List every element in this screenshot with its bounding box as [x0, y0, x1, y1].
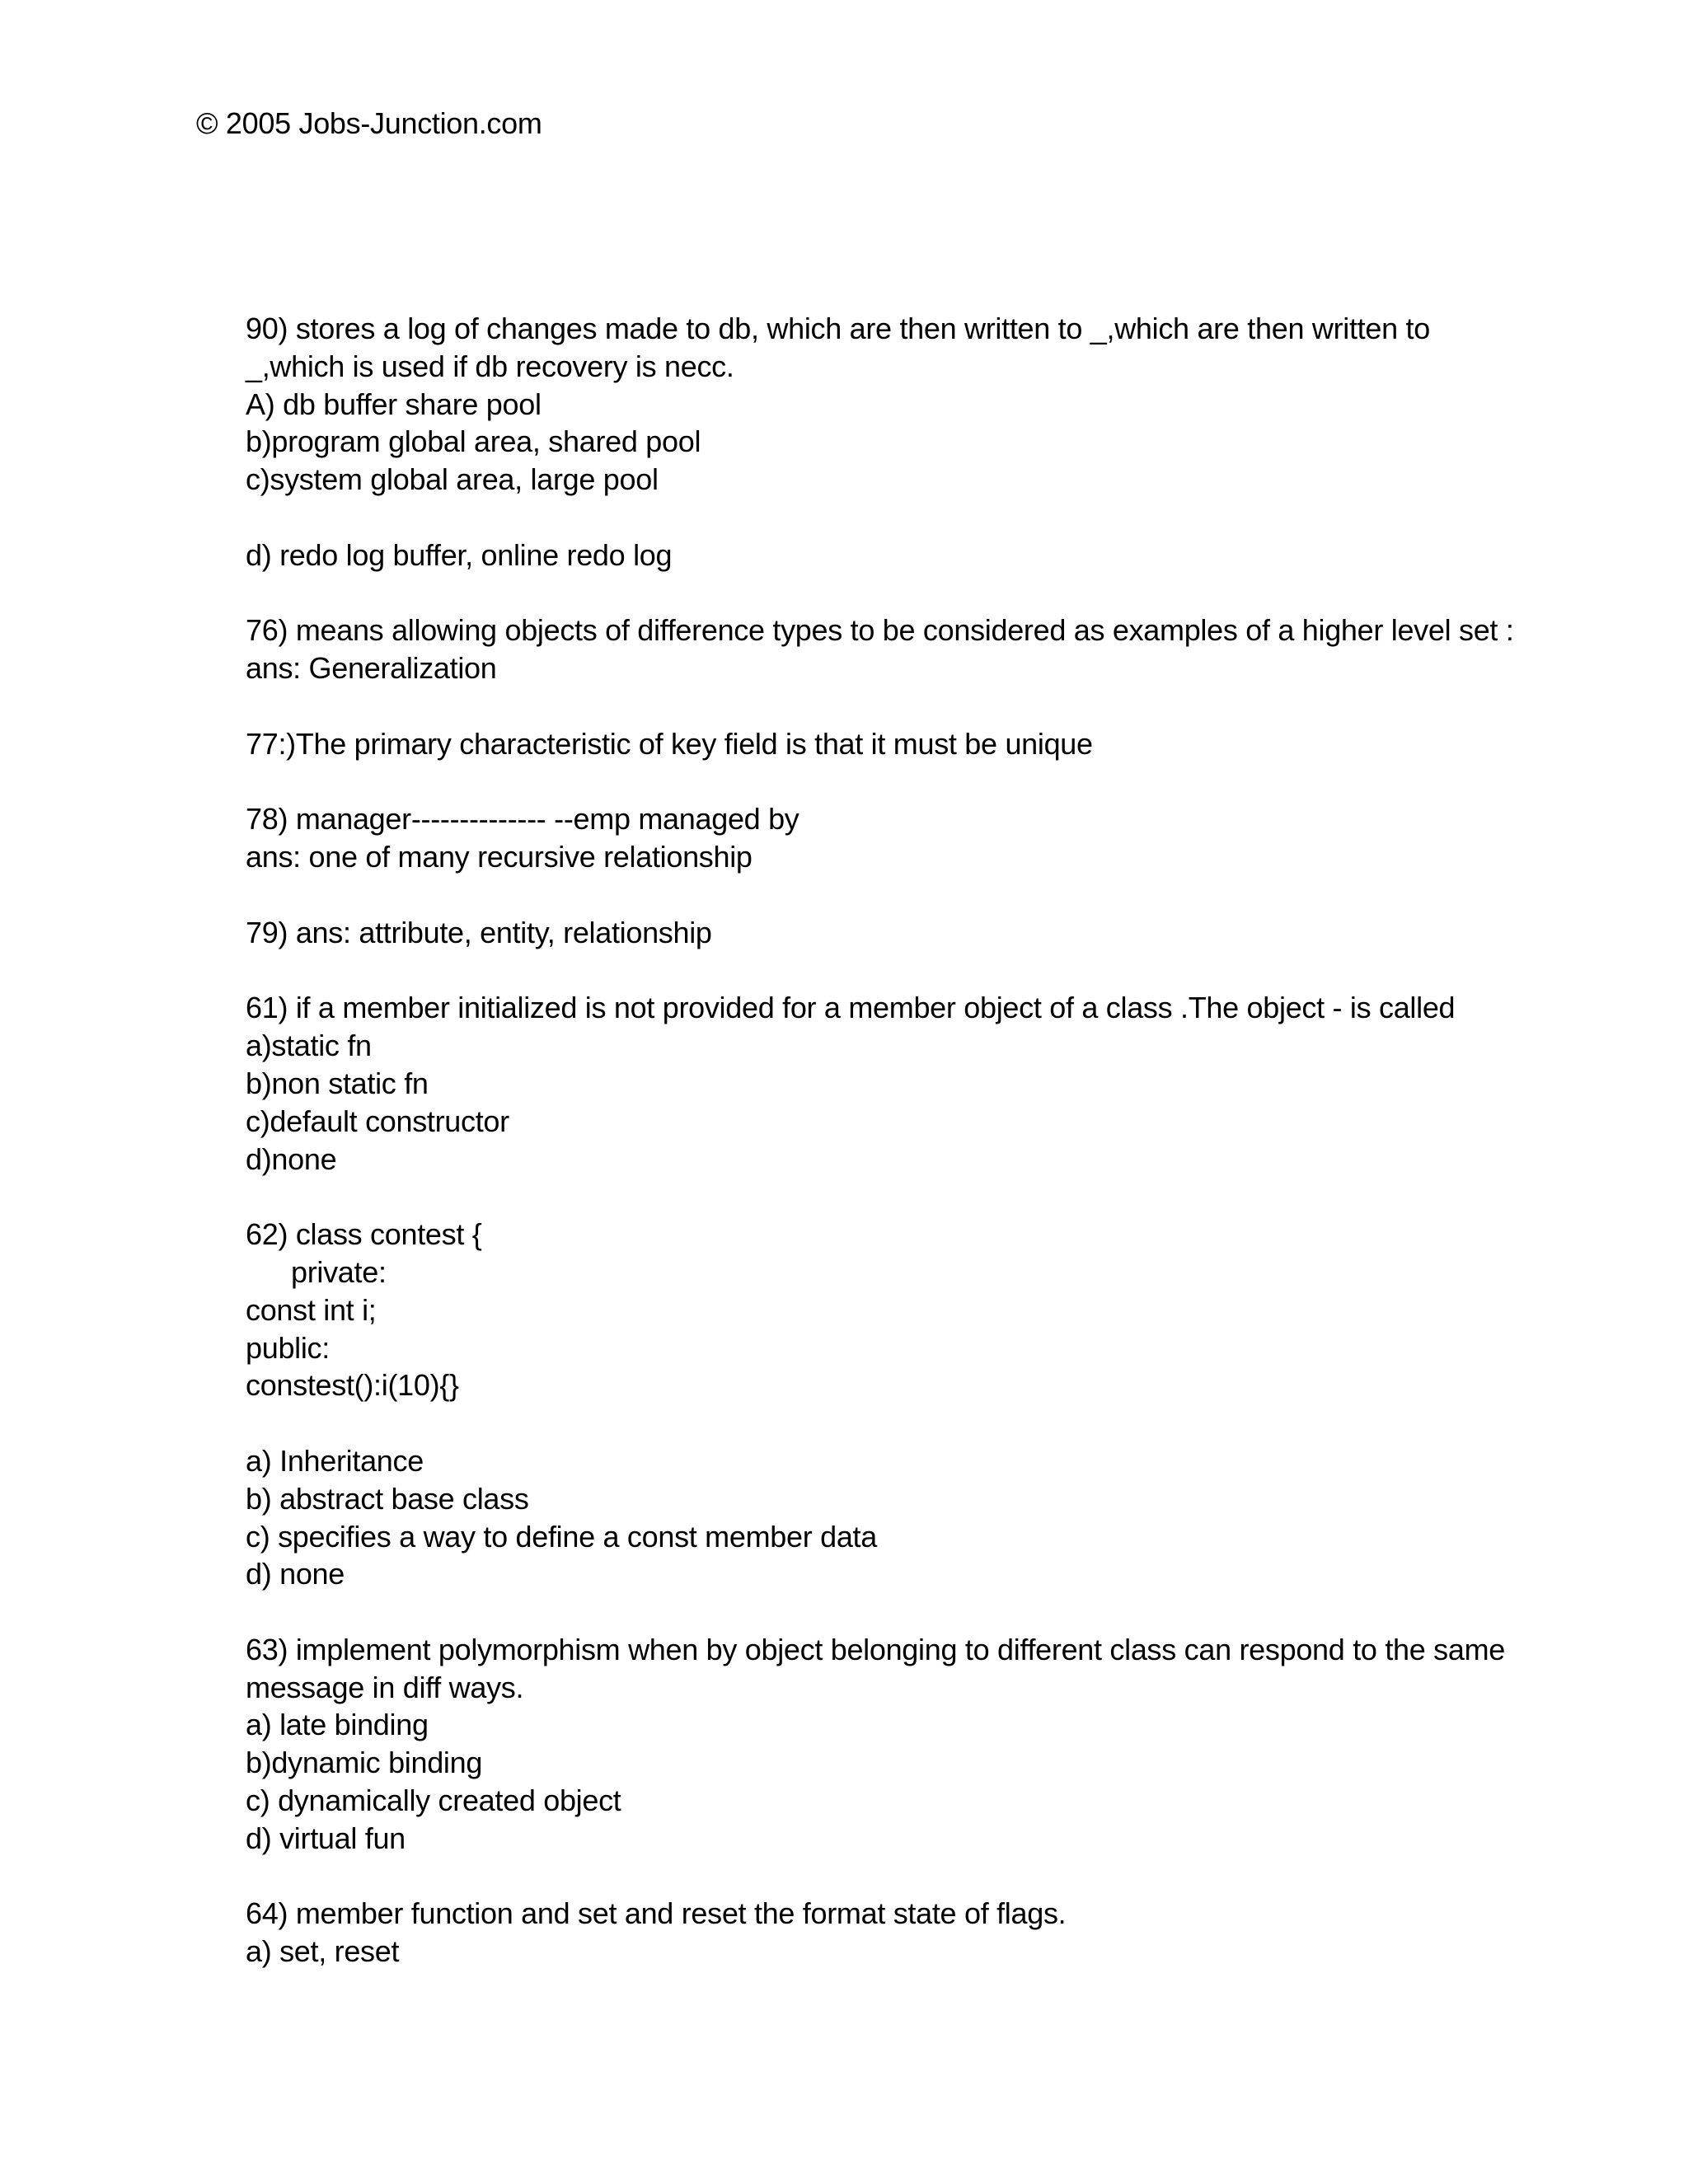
text-line: ans: Generalization [246, 651, 497, 686]
text-line: b)program global area, shared pool [246, 424, 701, 459]
text-line: a) Inheritance [246, 1443, 424, 1478]
blank-line [246, 1858, 1482, 1896]
text-line: constest():i(10){} [246, 1368, 459, 1403]
text-line: c) specifies a way to define a const member data [246, 1519, 877, 1554]
blank-line [246, 1178, 1482, 1216]
text-line: a) set, reset [246, 1934, 400, 1969]
text-line: A) db buffer share pool [246, 387, 542, 421]
text-line: b)non static fn [246, 1066, 429, 1100]
text-line: 90) stores a log of changes made to db, which are then written to _,which are then written to [246, 312, 1430, 345]
text-line: 63) implement polymorphism when by object belonging to different class can respond to the same [246, 1632, 1505, 1666]
document-body [246, 310, 1514, 1971]
text-line: c)system global area, large pool [246, 462, 659, 497]
text-line: _,which is used if db recovery is necc. [246, 349, 734, 383]
text-line: message in diff ways. [246, 1670, 524, 1704]
text-line: 61) if a member initialized is not provided for a member object of a class .The object - is called [246, 991, 1456, 1025]
text-line: d) redo log buffer, online redo log [246, 537, 673, 572]
blank-line [246, 1593, 1482, 1631]
blank-line [246, 574, 1482, 612]
text-line: const int i; [246, 1292, 377, 1327]
text-line: 64) member function and set and reset the format state of flags. [246, 1896, 1067, 1931]
text-line: b)dynamic binding [246, 1746, 483, 1780]
text-line: ans: one of many recursive relationship [246, 840, 753, 874]
text-line: c) dynamically created object [246, 1783, 621, 1818]
text-line: public: [246, 1330, 330, 1365]
text-line: d) virtual fun [246, 1821, 406, 1855]
text-line: a)static fn [246, 1029, 372, 1063]
text-line: d) none [246, 1557, 345, 1591]
blank-line [246, 952, 1482, 990]
text-line: 62) class contest { [246, 1217, 482, 1252]
text-line: 78) manager-------------- --emp managed by [246, 802, 799, 837]
text-line: private: [291, 1254, 387, 1289]
blank-line [246, 876, 1482, 914]
text-line: 76) means allowing objects of difference types to be considered as examples of a higher level set : [246, 613, 1514, 648]
blank-line [246, 763, 1482, 801]
blank-line [246, 499, 1482, 537]
text-line: 79) ans: attribute, entity, relationship [246, 915, 712, 949]
text-line: c)default constructor [246, 1104, 509, 1138]
blank-line [246, 1404, 1482, 1442]
text-line: a) late binding [246, 1708, 429, 1742]
blank-line [246, 687, 1482, 725]
text-line: b) abstract base class [246, 1481, 529, 1516]
text-line: d)none [246, 1141, 337, 1176]
copyright-header: © 2005 Jobs-Junction.com [196, 106, 542, 140]
text-line: 77:)The primary characteristic of key field is that it must be unique [246, 726, 1093, 761]
